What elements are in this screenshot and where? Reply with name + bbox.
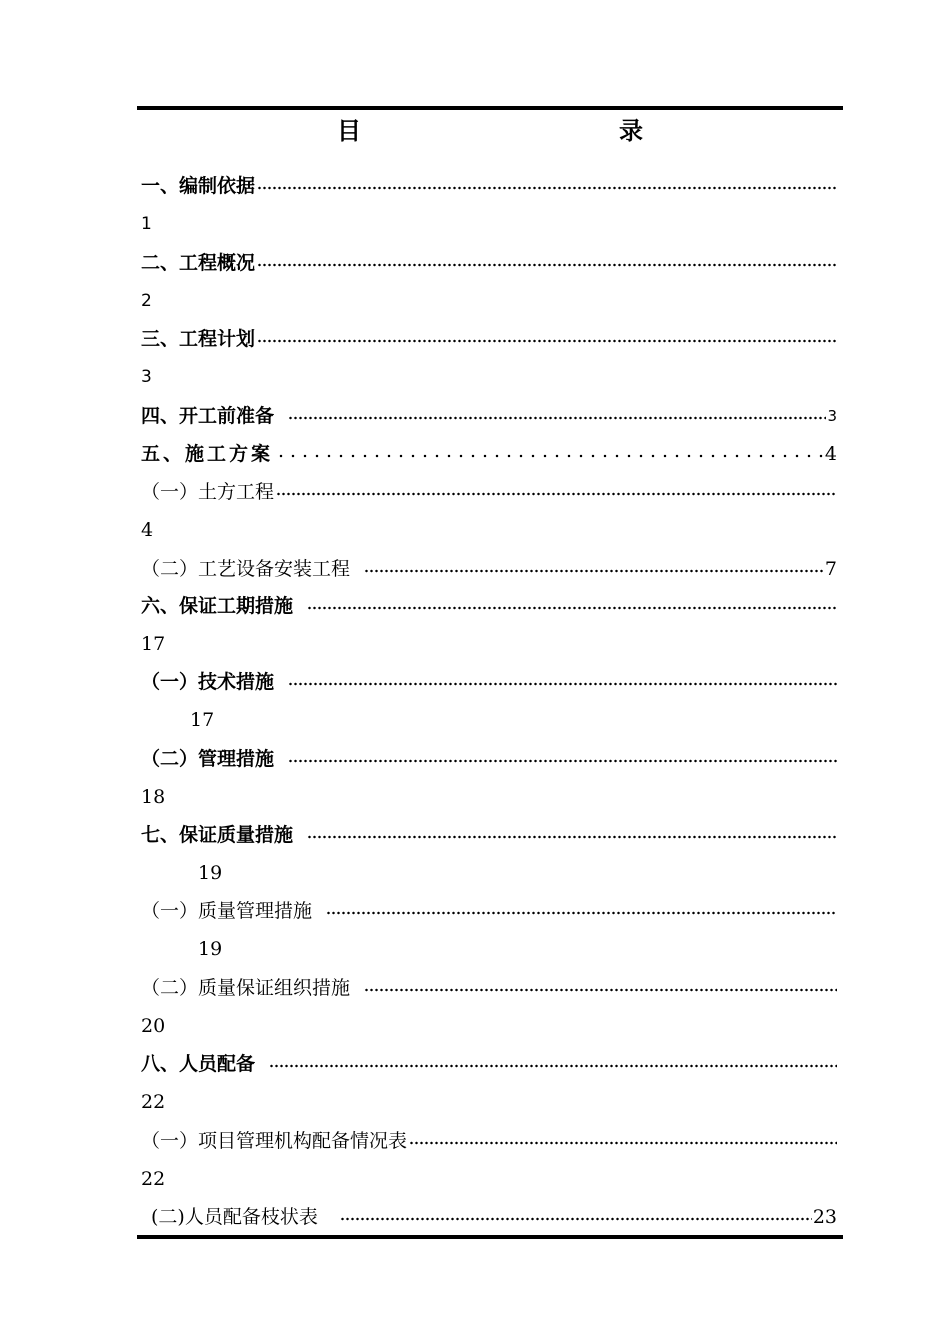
dot-leader xyxy=(288,681,837,687)
toc-entry-16[interactable] xyxy=(141,1203,837,1231)
toc-entry-label: （一）质量管理措施 xyxy=(141,900,313,922)
dot-leader xyxy=(288,758,837,764)
toc-entry-1[interactable] xyxy=(141,172,837,200)
toc-entry-page: 2 xyxy=(141,291,152,311)
toc-entry-page: 20 xyxy=(141,1015,166,1037)
dot-leader xyxy=(307,605,837,611)
toc-entry-label: （一）项目管理机构配备情况表 xyxy=(141,1130,408,1152)
dot-leader xyxy=(269,1063,837,1069)
toc-entry-page: 4 xyxy=(824,443,837,465)
dot-leader xyxy=(340,1216,812,1222)
toc-entry-label: 八、人员配备 xyxy=(141,1053,256,1075)
toc-entry-12[interactable] xyxy=(141,897,837,925)
toc-entry-10[interactable] xyxy=(141,745,837,773)
toc-entry-5[interactable] xyxy=(141,440,837,468)
toc-entry-label: 五、施工方案 xyxy=(141,443,274,465)
toc-entry-page: 23 xyxy=(812,1206,837,1228)
toc-entry-14[interactable] xyxy=(141,1050,837,1078)
top-rule xyxy=(137,106,843,110)
toc-entry-page: 22 xyxy=(141,1091,166,1113)
toc-entry-page: 1 xyxy=(141,214,152,234)
toc-entry-page: 19 xyxy=(198,938,223,960)
dot-leader xyxy=(257,262,837,268)
dot-leader xyxy=(288,415,826,421)
toc-entry-6[interactable] xyxy=(141,478,837,506)
toc-entry-label: 四、开工前准备 xyxy=(141,405,275,427)
toc-entry-page: 18 xyxy=(141,786,166,808)
toc-entry-label: （二）管理措施 xyxy=(141,748,275,770)
toc-entry-9[interactable] xyxy=(141,668,837,696)
dot-leader xyxy=(257,185,837,191)
toc-entry-7[interactable] xyxy=(141,555,837,583)
toc-entry-label: （一）土方工程 xyxy=(141,481,275,503)
dot-leader xyxy=(307,834,837,840)
toc-entry-11[interactable] xyxy=(141,821,837,849)
toc-entry-label: (二)人员配备枝状表 xyxy=(151,1206,318,1228)
dot-leader xyxy=(276,491,837,497)
toc-entry-page: 19 xyxy=(198,862,223,884)
toc-entry-2[interactable] xyxy=(141,249,837,277)
toc-entry-label: 七、保证质量措施 xyxy=(141,824,294,846)
dot-leader xyxy=(364,987,837,993)
toc-entry-4[interactable] xyxy=(141,402,837,430)
dot-leader xyxy=(257,338,837,344)
dot-leader xyxy=(409,1140,837,1146)
dot-leader xyxy=(326,910,837,916)
toc-entry-page: 4 xyxy=(141,519,154,541)
toc-entry-13[interactable] xyxy=(141,974,837,1002)
toc-entry-15[interactable] xyxy=(141,1127,837,1155)
toc-entry-page: 17 xyxy=(141,633,166,655)
toc-entry-page: 3 xyxy=(141,367,152,387)
dot-leader xyxy=(275,453,824,459)
toc-entry-label: （二）工艺设备安装工程 xyxy=(141,558,351,580)
toc-entry-label: （一）技术措施 xyxy=(141,671,275,693)
toc-entry-label: 六、保证工期措施 xyxy=(141,595,294,617)
dot-leader xyxy=(364,568,824,574)
toc-entry-label: （二）质量保证组织措施 xyxy=(141,977,351,999)
bottom-rule xyxy=(137,1235,843,1239)
toc-entry-label: 二、工程概况 xyxy=(141,252,256,274)
toc-entry-label: 一、编制依据 xyxy=(141,175,256,197)
toc-entry-page: 22 xyxy=(141,1168,166,1190)
toc-entry-page: 3 xyxy=(827,407,837,425)
toc-entry-8[interactable] xyxy=(141,592,837,620)
toc-entry-3[interactable] xyxy=(141,325,837,353)
toc-title: 目 录 xyxy=(337,117,713,145)
toc-entry-page: 7 xyxy=(824,558,837,580)
toc-entry-label: 三、工程计划 xyxy=(141,328,256,350)
toc-entry-page: 17 xyxy=(190,709,215,731)
